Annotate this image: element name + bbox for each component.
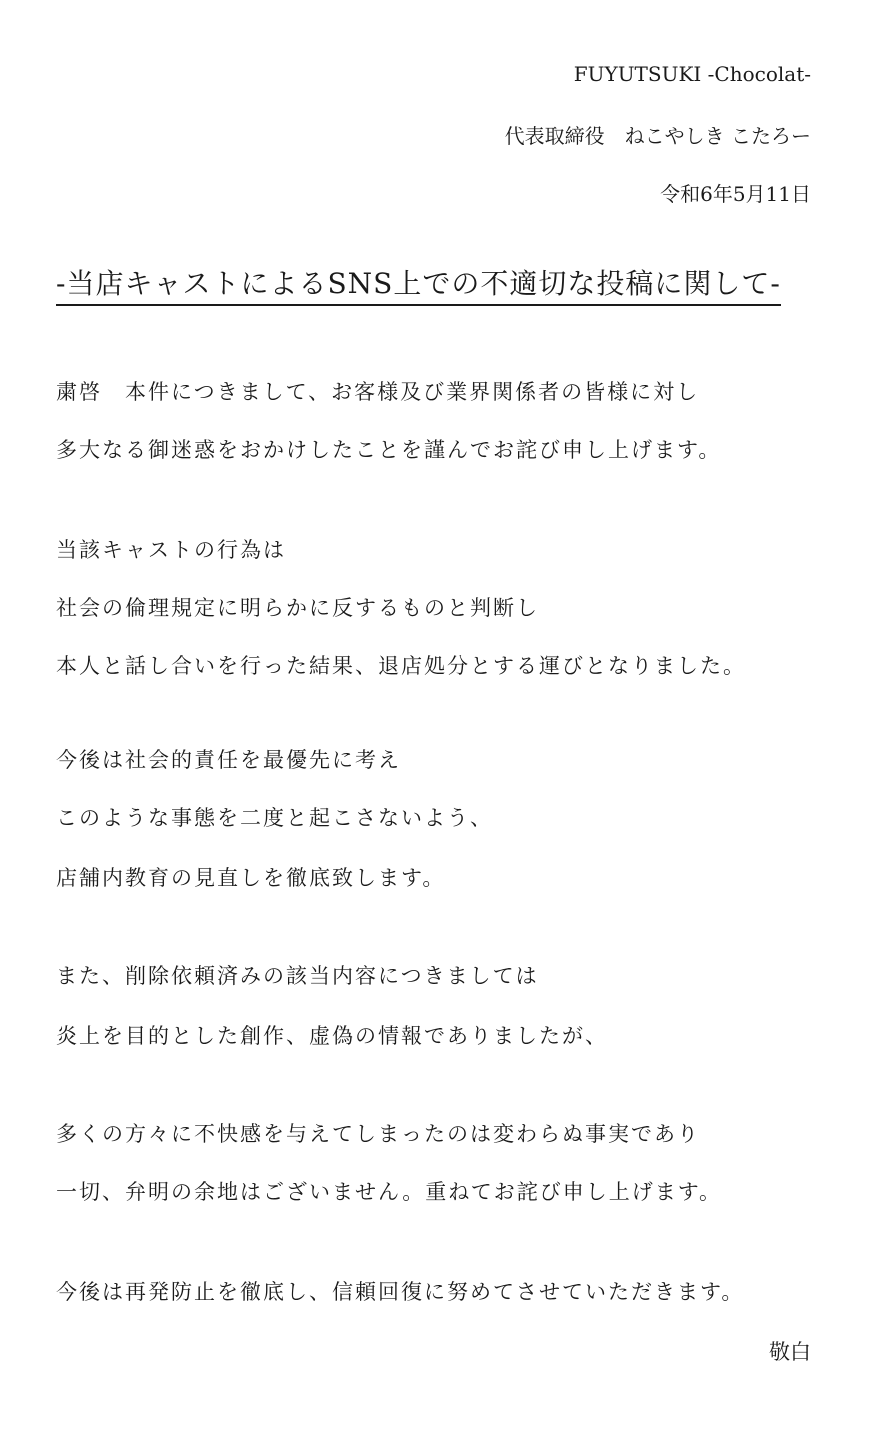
body-line: また、削除依頼済みの該当内容につきましては <box>56 964 539 988</box>
body-line: このような事態を二度と起こさないよう、 <box>56 806 493 830</box>
body-line: 本人と話し合いを行った結果、退店処分とする運びとなりました。 <box>56 654 746 678</box>
body-line: 炎上を目的とした創作、虚偽の情報でありましたが、 <box>56 1024 608 1048</box>
closing-word: 敬白 <box>769 1340 811 1364</box>
body-line: 一切、弁明の余地はございません。重ねてお詫び申し上げます。 <box>56 1180 723 1204</box>
document-date: 令和6年5月11日 <box>660 182 811 206</box>
representative-name: 代表取締役 ねこやしき こたろー <box>504 124 811 148</box>
body-line: 店舗内教育の見直しを徹底致します。 <box>56 866 446 890</box>
document-title: -当店キャストによるSNS上での不適切な投稿に関して- <box>56 266 781 306</box>
body-line: 粛啓 本件につきまして、お客様及び業界関係者の皆様に対し <box>56 380 700 404</box>
body-line: 当該キャストの行為は <box>56 538 286 562</box>
body-line: 今後は社会的責任を最優先に考え <box>56 748 401 772</box>
body-line: 社会の倫理規定に明らかに反するものと判断し <box>56 596 539 620</box>
body-line: 多大なる御迷惑をおかけしたことを謹んでお詫び申し上げます。 <box>56 438 722 462</box>
company-name: FUYUTSUKI -Chocolat- <box>573 62 811 86</box>
body-line: 今後は再発防止を徹底し、信頼回復に努めてさせていただきます。 <box>56 1280 745 1304</box>
body-line: 多くの方々に不快感を与えてしまったのは変わらぬ事実であり <box>56 1122 700 1146</box>
